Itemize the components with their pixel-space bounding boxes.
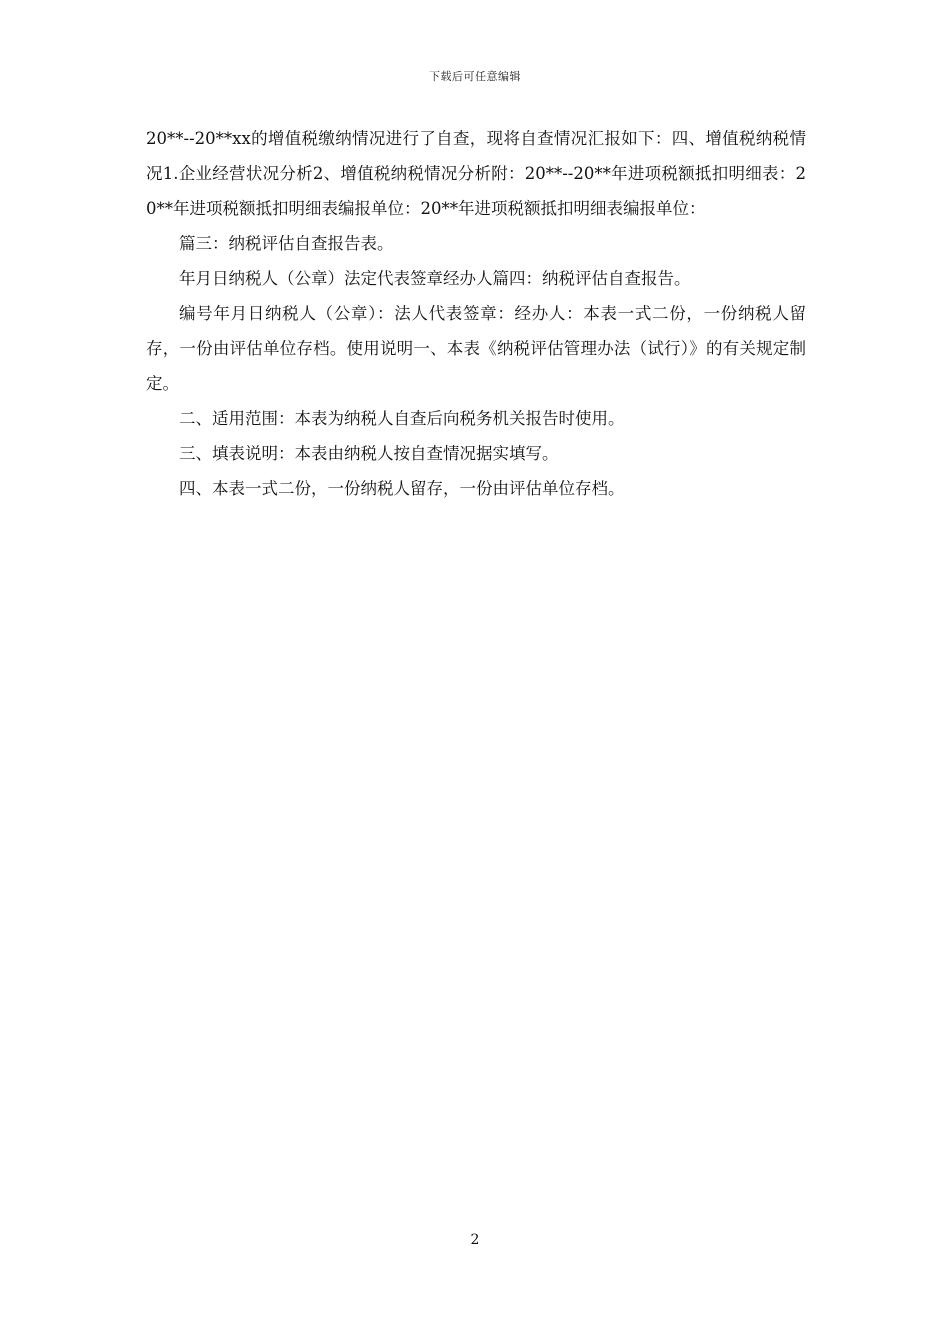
paragraph: 年月日纳税人（公章）法定代表签章经办人篇四：纳税评估自查报告。 bbox=[179, 269, 691, 288]
page-header: 下载后可任意编辑 bbox=[429, 70, 521, 83]
paragraph: 二、适用范围：本表为纳税人自查后向税务机关报告时使用。 bbox=[179, 409, 625, 428]
page-number: 2 bbox=[470, 1232, 480, 1248]
paragraph: 三、填表说明：本表由纳税人按自查情况据实填写。 bbox=[179, 444, 559, 463]
document-body bbox=[146, 121, 806, 506]
paragraph: 篇三：纳税评估自查报告表。 bbox=[179, 234, 394, 253]
paragraph: 四、本表一式二份，一份纳税人留存，一份由评估单位存档。 bbox=[179, 479, 625, 498]
paragraph: 编号年月日纳税人（公章）：法人代表签章：经办人：本表一式二份，一份纳税人留存，一份由评估单位存档。使用说明一、本表《纳税评估管理办法（试行）》的有关规定制定。 bbox=[146, 304, 806, 393]
paragraph: 20**--20**xx的增值税缴纳情况进行了自查，现将自查情况汇报如下：四、增值税纳税情况1.企业经营状况分析2、增值税纳税情况分析附：20**--20**年进项税额抵扣明细表：20**年进项税额抵扣明细表编报单位：20**年进项税额抵扣明细表编报单位： bbox=[146, 129, 806, 218]
